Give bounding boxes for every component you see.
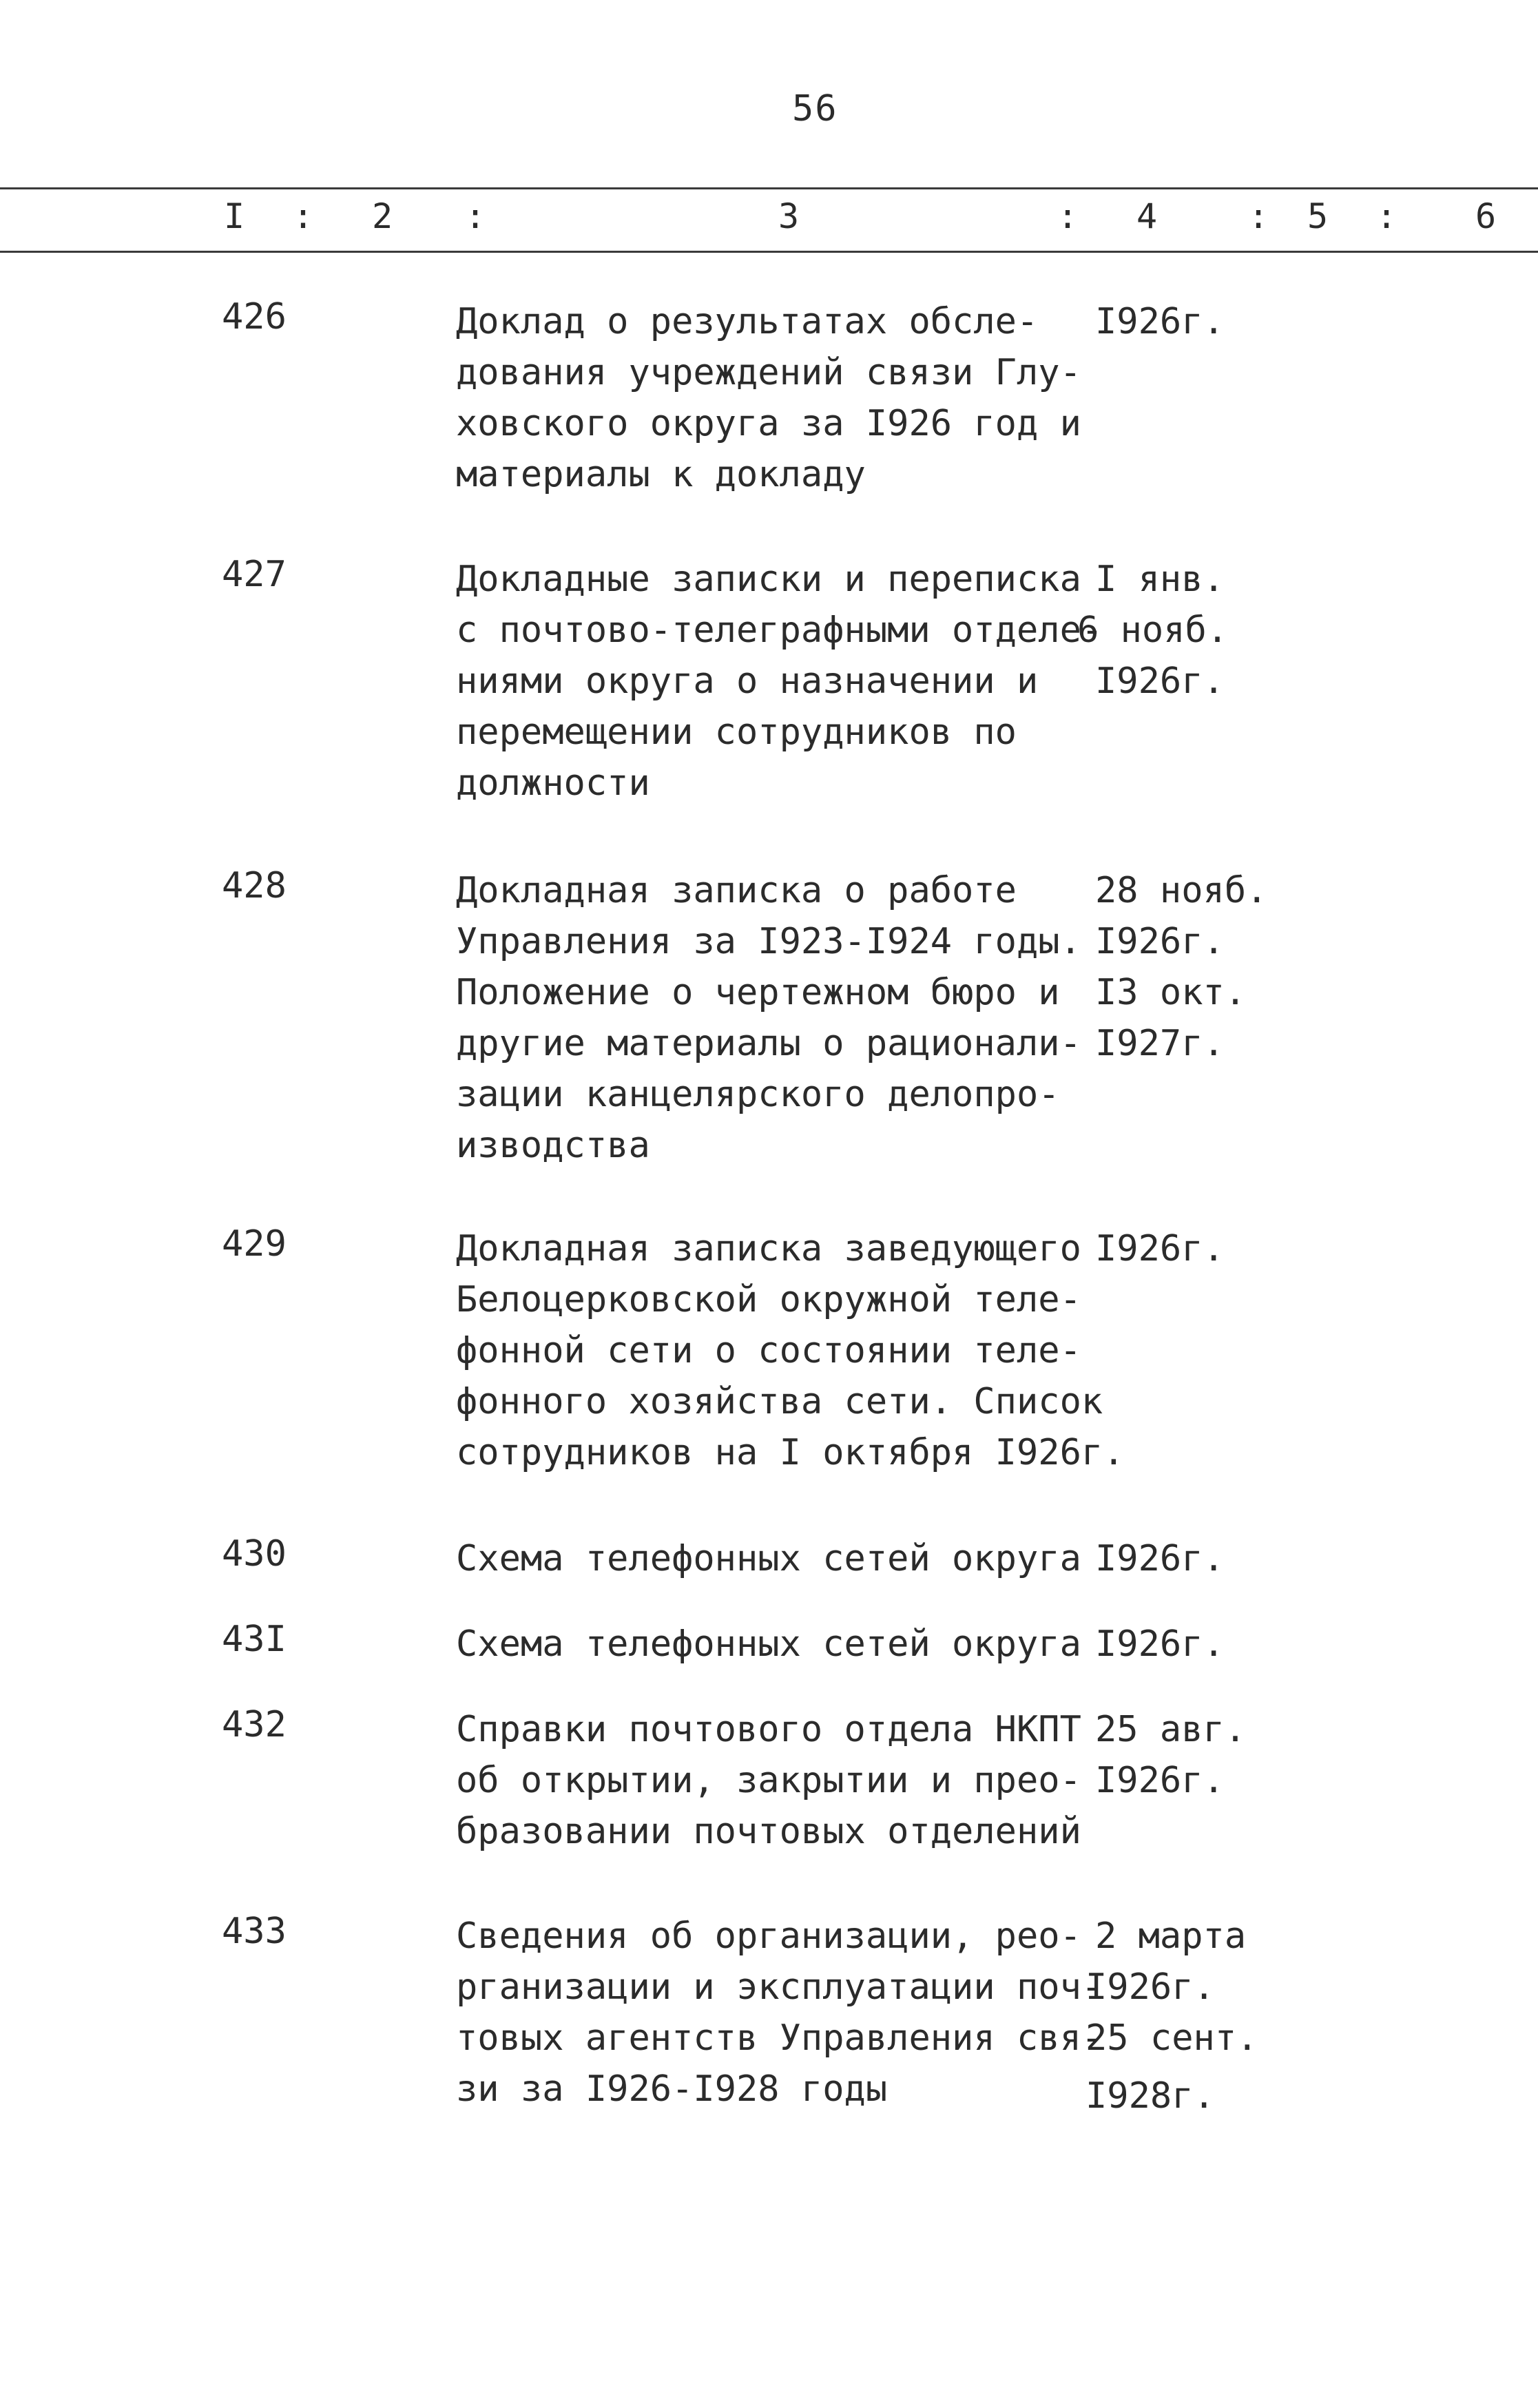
row-title-line: Управления за I923-I924 годы. — [456, 921, 1081, 962]
row-title-line: Докладная записка заведующего — [456, 1228, 1081, 1269]
row-title-line: материалы к докладу — [456, 454, 866, 495]
row-title-line: Схема телефонных сетей округа — [456, 1623, 1081, 1665]
row-title-line: Справки почтового отдела НКПТ — [456, 1709, 1081, 1750]
row-title-line: Сведения об организации, рео- — [456, 1916, 1081, 1957]
row-date-line: I926г. — [1095, 301, 1225, 342]
column-separator: : — [465, 196, 486, 236]
row-title-line: зации канцелярского делопро- — [456, 1074, 1060, 1115]
row-date-line: 28 нояб. — [1095, 870, 1268, 911]
column-separator: : — [1248, 196, 1269, 236]
row-date-line: 6 нояб. — [1077, 610, 1229, 651]
column-header-2: 2 — [372, 196, 393, 236]
page-number: 56 — [792, 88, 838, 129]
column-header-1: I — [224, 196, 245, 236]
row-title-line: товых агентств Управления свя- — [456, 2017, 1103, 2059]
row-number: 429 — [222, 1223, 287, 1265]
row-number: 43I — [222, 1619, 287, 1660]
row-date-line: I927г. — [1095, 1023, 1225, 1064]
row-title-line: изводства — [456, 1125, 650, 1166]
row-title-line: Белоцерковской окружной теле- — [456, 1279, 1081, 1320]
row-date-line: I926г. — [1095, 1760, 1225, 1801]
row-number: 432 — [222, 1704, 287, 1745]
row-date-line: 2 марта — [1095, 1916, 1247, 1957]
row-number: 426 — [222, 296, 287, 338]
column-header-5: 5 — [1307, 196, 1329, 236]
row-title-line: фонного хозяйства сети. Список — [456, 1381, 1103, 1422]
row-date-line: I926г. — [1095, 1228, 1225, 1269]
row-date-line: I926г. — [1095, 661, 1225, 702]
row-title-line: фонной сети о состоянии теле- — [456, 1330, 1081, 1371]
column-separator: : — [293, 196, 314, 236]
row-title-line: об открытии, закрытии и прео- — [456, 1760, 1081, 1801]
row-number: 428 — [222, 865, 287, 906]
column-separator: : — [1057, 196, 1079, 236]
row-date-line: I928г. — [1085, 2075, 1215, 2117]
row-date-line: I926г. — [1085, 1966, 1215, 2008]
column-separator: : — [1376, 196, 1397, 236]
row-title-line: другие материалы о рационали- — [456, 1023, 1081, 1064]
column-header-6: 6 — [1475, 196, 1497, 236]
column-header-3: 3 — [778, 196, 800, 236]
row-date-line: I926г. — [1095, 921, 1225, 962]
row-number: 430 — [222, 1533, 287, 1575]
row-title-line: Докладные записки и переписка — [456, 559, 1081, 600]
row-number: 427 — [222, 554, 287, 595]
row-title-line: дования учреждений связи Глу- — [456, 352, 1081, 393]
row-title-line: рганизации и эксплуатации поч- — [456, 1966, 1103, 2008]
row-date-line: I янв. — [1095, 559, 1225, 600]
row-title-line: сотрудников на I октября I926г. — [456, 1432, 1125, 1473]
row-title-line: ниями округа о назначении и — [456, 661, 1039, 702]
row-title-line: перемещении сотрудников по — [456, 712, 1017, 753]
row-date-line: 25 авг. — [1095, 1709, 1247, 1750]
row-title-line: Доклад о результатах обсле- — [456, 301, 1039, 342]
row-title-line: должности — [456, 762, 650, 804]
row-title-line: бразовании почтовых отделений — [456, 1811, 1081, 1852]
row-title-line: ховского округа за I926 год и — [456, 403, 1081, 444]
row-date-line: 25 сент. — [1085, 2017, 1258, 2059]
column-header-4: 4 — [1136, 196, 1158, 236]
row-title-line: с почтово-телеграфными отделе- — [456, 610, 1103, 651]
row-date-line: I926г. — [1095, 1623, 1225, 1665]
row-number: 433 — [222, 1911, 287, 1952]
row-title-line: зи за I926-I928 годы — [456, 2068, 888, 2110]
table-header-rule — [0, 251, 1538, 253]
row-date-line: I3 окт. — [1095, 972, 1247, 1013]
row-title-line: Докладная записка о работе — [456, 870, 1017, 911]
table-top-rule — [0, 187, 1538, 189]
row-date-line: I926г. — [1095, 1538, 1225, 1579]
column-header-row — [0, 196, 1538, 238]
row-title-line: Схема телефонных сетей округа — [456, 1538, 1081, 1579]
row-title-line: Положение о чертежном бюро и — [456, 972, 1060, 1013]
